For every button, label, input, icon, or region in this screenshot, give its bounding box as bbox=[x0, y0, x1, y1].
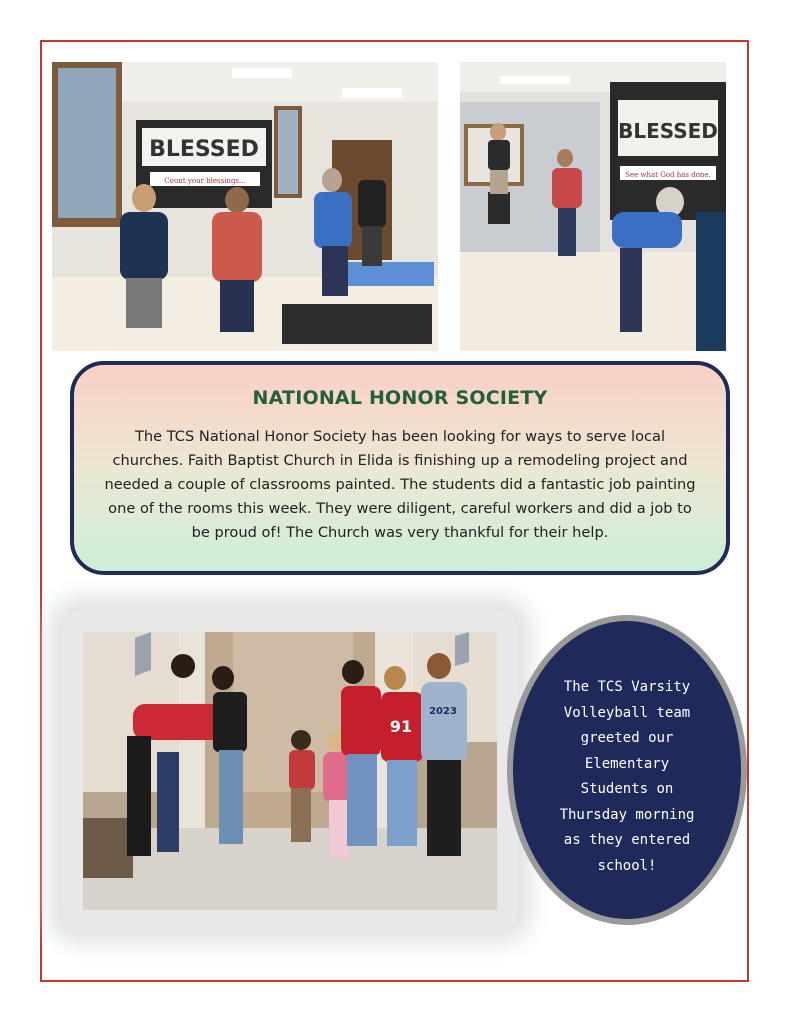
caption-line: greeted our bbox=[580, 730, 674, 746]
caption-line: Thursday morning bbox=[559, 806, 695, 823]
nhs-line: needed a couple of classrooms painted. The students did a fantastic job painting bbox=[104, 476, 696, 493]
nhs-line: be proud of! The Church was very thankful for their help. bbox=[191, 524, 609, 541]
caption-line: Elementary bbox=[584, 755, 670, 772]
volleyball-caption-text bbox=[551, 675, 703, 879]
nhs-line: one of the rooms this week. They were diligent, careful workers and did a job to bbox=[108, 500, 692, 517]
blessed-sign-left: BLESSED bbox=[149, 137, 259, 162]
svg-text:Count your blessings...: Count your blessings... bbox=[164, 177, 246, 185]
shirt-number: 91 bbox=[389, 717, 413, 736]
svg-text:See what God has done.: See what God has done. bbox=[625, 171, 711, 179]
nhs-callout-box bbox=[70, 361, 730, 575]
caption-line: school! bbox=[597, 857, 657, 874]
photo-volleyball-team bbox=[83, 632, 497, 910]
caption-line: The TCS Varsity bbox=[563, 679, 691, 695]
shirt-text: 2023 bbox=[429, 706, 457, 717]
nhs-line: churches. Faith Baptist Church in Elida is finishing up a remodeling project and bbox=[112, 452, 688, 469]
caption-line: Students on bbox=[580, 781, 674, 797]
blessed-sign-right: BLESSED bbox=[618, 119, 718, 143]
photo-painting-classroom-left bbox=[52, 62, 438, 351]
photo-painting-classroom-right bbox=[460, 62, 726, 351]
volleyball-caption-oval bbox=[507, 615, 747, 925]
nhs-line: The TCS National Honor Society has been looking for ways to serve local bbox=[134, 428, 666, 445]
caption-line: as they entered bbox=[563, 832, 691, 848]
nhs-title: NATIONAL HONOR SOCIETY bbox=[252, 387, 548, 409]
nhs-body bbox=[96, 425, 704, 545]
caption-line: Volleyball team bbox=[563, 704, 691, 721]
